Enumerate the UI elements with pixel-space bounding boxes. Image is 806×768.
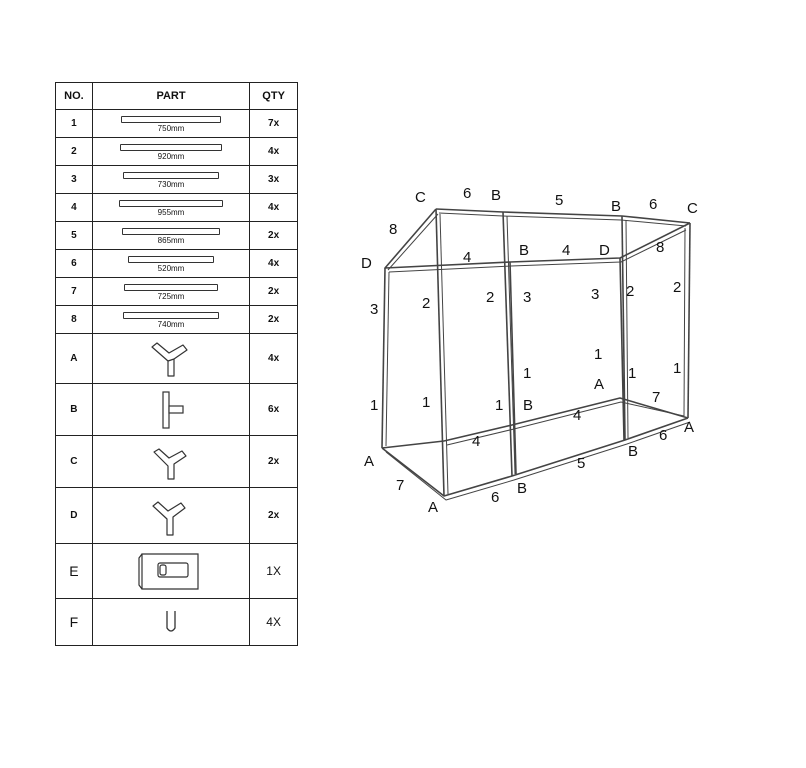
part-f — [92, 599, 249, 646]
header-no: NO. — [56, 83, 93, 110]
diagram-labels — [361, 185, 698, 516]
pipe-icon — [123, 172, 219, 179]
table-row — [56, 194, 298, 222]
part-quantity: 4x — [250, 138, 298, 166]
part-quantity: 2x — [250, 222, 298, 250]
label-pipe: 1 — [422, 394, 431, 411]
label-pipe: 4 — [573, 407, 582, 424]
label-pipe: 1 — [628, 365, 637, 382]
table-row — [56, 384, 298, 436]
part-number: 5 — [56, 222, 93, 250]
label-pipe: 6 — [491, 489, 500, 506]
part-quantity: 4x — [250, 250, 298, 278]
label-connector: D — [361, 255, 372, 272]
label-pipe: 7 — [396, 477, 405, 494]
label-pipe: 3 — [523, 289, 532, 306]
table-row — [56, 110, 298, 138]
label-connector: B — [491, 187, 502, 204]
u-clip-icon — [161, 608, 181, 636]
label-connector: A — [594, 376, 605, 393]
pipe-part — [92, 110, 249, 138]
part-quantity: 3x — [250, 166, 298, 194]
part-quantity: 2x — [250, 436, 298, 488]
table-row — [56, 278, 298, 306]
pipe-icon — [121, 116, 221, 123]
label-pipe: 6 — [659, 427, 668, 444]
pipe-part — [92, 222, 249, 250]
pipe-length: 955mm — [157, 208, 185, 217]
table-row — [56, 138, 298, 166]
pipe-part — [92, 278, 249, 306]
part-number: 6 — [56, 250, 93, 278]
y-connector-icon — [149, 494, 193, 538]
part-quantity: 4x — [250, 334, 298, 384]
label-pipe: 2 — [673, 279, 682, 296]
connector-b — [92, 384, 249, 436]
label-connector: D — [599, 242, 610, 259]
label-pipe: 6 — [463, 185, 472, 202]
t-connector-icon — [149, 389, 193, 431]
table-row — [56, 436, 298, 488]
cover-bag-icon — [136, 548, 206, 594]
table-row — [56, 250, 298, 278]
pipe-part — [92, 194, 249, 222]
header-part: PART — [92, 83, 249, 110]
pipe-icon — [123, 312, 219, 319]
pipe-icon — [124, 284, 218, 291]
label-connector: A — [428, 499, 439, 516]
pipe-part — [92, 306, 249, 334]
part-quantity: 7x — [250, 110, 298, 138]
label-pipe: 5 — [577, 455, 586, 472]
part-number: D — [56, 488, 93, 544]
y-connector-icon — [149, 442, 193, 482]
pipe-part — [92, 166, 249, 194]
part-number: 2 — [56, 138, 93, 166]
bottom-left-rail — [382, 441, 444, 448]
pipe-length: 740mm — [157, 320, 185, 329]
part-number: E — [56, 544, 93, 599]
part-quantity: 1X — [250, 544, 298, 599]
label-pipe: 1 — [370, 397, 379, 414]
pipe-length: 865mm — [157, 236, 185, 245]
label-pipe: 2 — [486, 289, 495, 306]
part-number: 4 — [56, 194, 93, 222]
table-row — [56, 222, 298, 250]
y-connector-icon — [149, 339, 193, 379]
part-e — [92, 544, 249, 599]
table-header-row — [56, 83, 298, 110]
part-quantity: 4x — [250, 194, 298, 222]
part-number: C — [56, 436, 93, 488]
table-row — [56, 306, 298, 334]
part-quantity: 4X — [250, 599, 298, 646]
pipe-length: 750mm — [157, 124, 185, 133]
label-pipe: 1 — [594, 346, 603, 363]
pipe-icon — [119, 200, 223, 207]
pipe-length: 725mm — [157, 292, 185, 301]
parts-table — [55, 82, 298, 646]
frame-assembly-diagram — [350, 170, 710, 520]
part-number: A — [56, 334, 93, 384]
label-connector: C — [687, 200, 698, 217]
table-row — [56, 334, 298, 384]
table-row — [56, 166, 298, 194]
label-connector: B — [519, 242, 530, 259]
part-number: 8 — [56, 306, 93, 334]
part-quantity: 2x — [250, 306, 298, 334]
pipe-icon — [128, 256, 214, 263]
right-end-post — [688, 223, 690, 418]
label-connector: A — [364, 453, 375, 470]
connector-c — [92, 436, 249, 488]
part-number: B — [56, 384, 93, 436]
label-pipe: 3 — [591, 286, 600, 303]
label-pipe: 2 — [422, 295, 431, 312]
table-row — [56, 488, 298, 544]
connector-a — [92, 334, 249, 384]
label-connector: A — [684, 419, 695, 436]
connector-d — [92, 488, 249, 544]
label-pipe: 4 — [562, 242, 571, 259]
left-back-post — [436, 209, 444, 496]
label-pipe: 4 — [472, 433, 481, 450]
table-row — [56, 544, 298, 599]
part-quantity: 2x — [250, 278, 298, 306]
frame-pipes — [382, 209, 690, 500]
label-pipe: 1 — [673, 360, 682, 377]
part-number: 1 — [56, 110, 93, 138]
pipe-length: 520mm — [157, 264, 185, 273]
pipe-icon — [120, 144, 222, 151]
label-pipe: 7 — [652, 389, 661, 406]
label-connector: B — [628, 443, 639, 460]
label-pipe: 2 — [626, 283, 635, 300]
label-connector: C — [415, 189, 426, 206]
left-front-post — [382, 268, 385, 448]
bottom-front-rail — [382, 418, 688, 496]
pipe-part — [92, 138, 249, 166]
part-quantity: 6x — [250, 384, 298, 436]
pipe-length: 920mm — [157, 152, 185, 161]
label-pipe: 8 — [389, 221, 398, 238]
label-connector: B — [611, 198, 622, 215]
label-connector: B — [517, 480, 528, 497]
part-number: 3 — [56, 166, 93, 194]
table-row — [56, 599, 298, 646]
label-pipe: 3 — [370, 301, 379, 318]
label-pipe: 1 — [495, 397, 504, 414]
label-pipe: 5 — [555, 192, 564, 209]
label-pipe: 8 — [656, 239, 665, 256]
part-quantity: 2x — [250, 488, 298, 544]
part-number: 7 — [56, 278, 93, 306]
label-pipe: 6 — [649, 196, 658, 213]
header-qty: QTY — [250, 83, 298, 110]
pipe-part — [92, 250, 249, 278]
pipe-icon — [122, 228, 220, 235]
label-pipe: 4 — [463, 249, 472, 266]
label-connector: B — [523, 397, 534, 414]
part-number: F — [56, 599, 93, 646]
label-pipe: 1 — [523, 365, 532, 382]
pipe-length: 730mm — [157, 180, 185, 189]
